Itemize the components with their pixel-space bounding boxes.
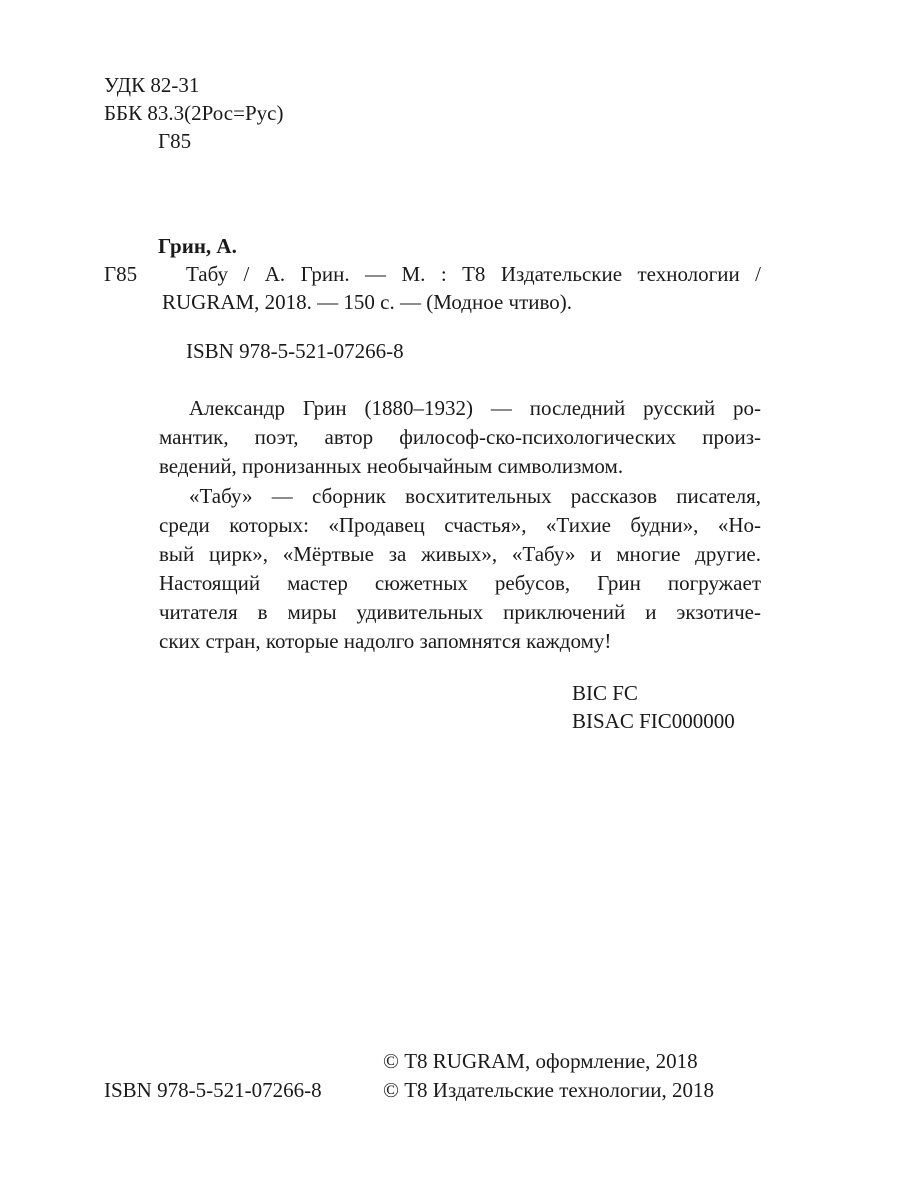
- annotation-line: ведений, пронизанных необычайным символизмом.: [159, 454, 624, 478]
- footer-isbn: ISBN 978-5-521-07266-8: [104, 1078, 322, 1102]
- author-heading: Грин, А.: [158, 234, 237, 258]
- bic-code: BIC FC: [572, 681, 638, 705]
- description-line-2: RUGRAM, 2018. — 150 с. — (Модное чтиво).: [162, 290, 573, 314]
- annotation-line: мантик, поэт, автор философ-ско-психологических произ-: [159, 425, 761, 449]
- catalog-isbn: ISBN 978-5-521-07266-8: [186, 339, 404, 363]
- author-mark-top: Г85: [158, 129, 192, 153]
- annotation-line: «Табу» — сборник восхитительных рассказов писателя,: [189, 484, 761, 508]
- annotation-line: читателя в миры удивительных приключений и экзотиче-: [159, 600, 761, 624]
- annotation-line: Настоящий мастер сюжетных ребусов, Грин погружает: [159, 571, 761, 595]
- annotation-line: Александр Грин (1880–1932) — последний русский ро-: [189, 396, 761, 420]
- annotation-paragraph-2: [159, 482, 761, 656]
- annotation-line: ских стран, которые надолго запомнятся каждому!: [159, 629, 612, 653]
- bisac-code: BISAC FIC000000: [572, 709, 735, 733]
- annotation-line: вый цирк», «Мёртвые за живых», «Табу» и многие другие.: [159, 542, 761, 566]
- annotation-line: среди которых: «Продавец счастья», «Тихие будни», «Но-: [159, 513, 761, 537]
- annotation-paragraph-1: [159, 394, 761, 481]
- author-mark-left: Г85: [104, 262, 138, 286]
- copyright-publisher: © Т8 Издательские технологии, 2018: [383, 1078, 714, 1102]
- udk-code: УДК 82-31: [104, 73, 200, 97]
- bbk-code: ББК 83.3(2Рос=Рус): [104, 101, 284, 125]
- description-line-1: Табу / А. Грин. — М. : Т8 Издательские технологии /: [186, 262, 761, 286]
- copyright-design: © Т8 RUGRAM, оформление, 2018: [383, 1049, 698, 1073]
